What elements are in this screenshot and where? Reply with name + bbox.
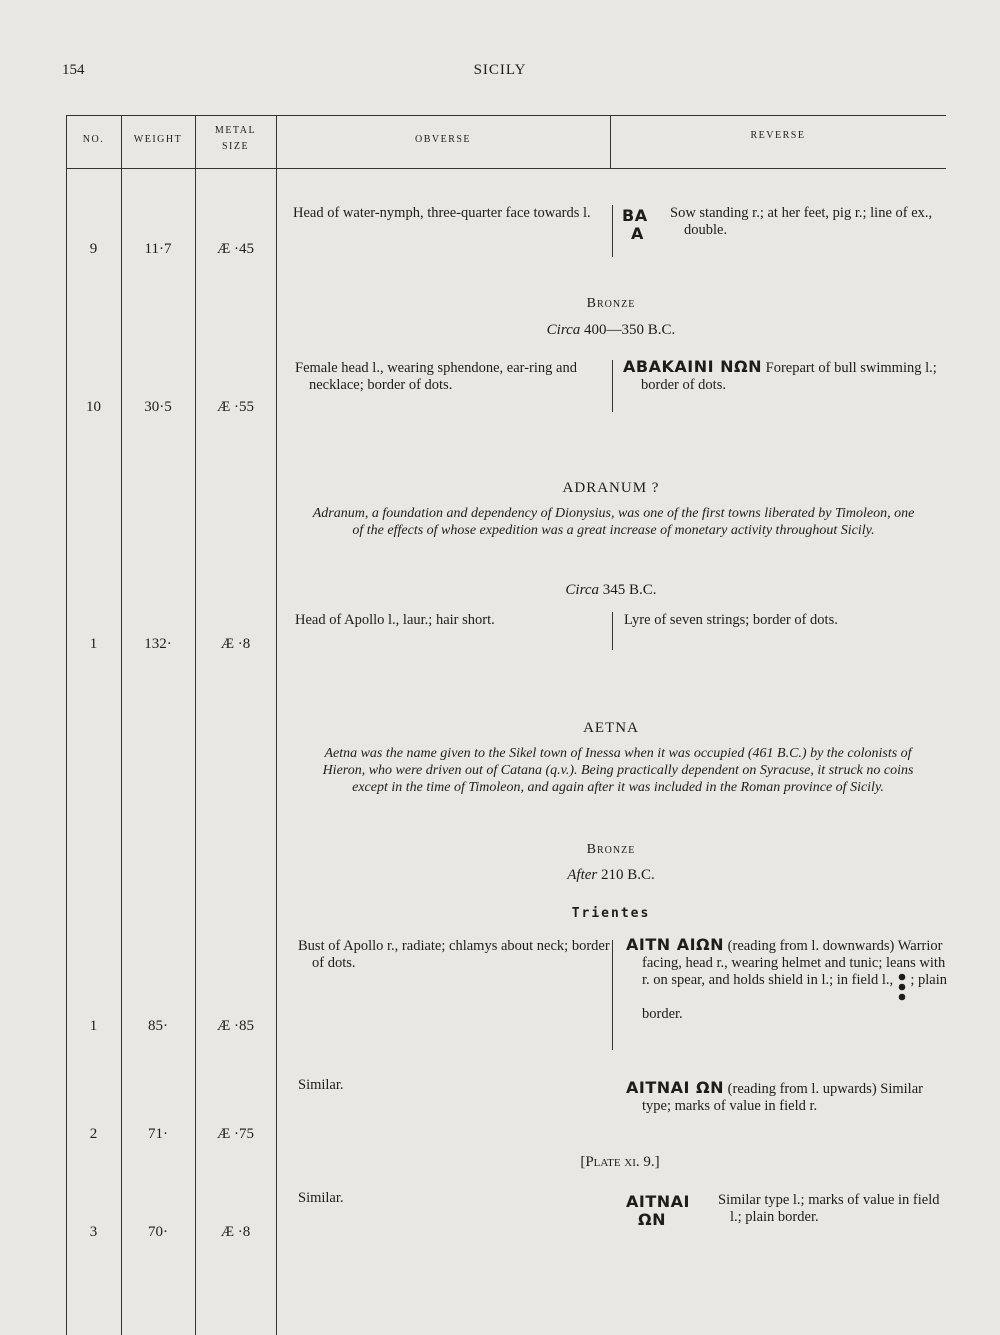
aetna-row-3-legend-a: AITNAI	[626, 1192, 690, 1211]
after-label: After	[567, 867, 598, 883]
adranum-row-1-no: 1	[89, 636, 98, 652]
aetna-row-3-metal: Æ ·8	[220, 1224, 251, 1240]
row-10-reverse-block	[623, 358, 956, 394]
aetna-row-3-obverse: Similar.	[298, 1190, 344, 1206]
after-date: 210 B.C.	[600, 867, 655, 883]
adranum-row-1-metal: Æ ·8	[220, 636, 251, 652]
adranum-row-1-reverse: Lyre of seven strings; border of dots.	[624, 612, 838, 628]
page-number: 154	[62, 62, 85, 78]
trientes-heading: Trientes	[571, 906, 651, 921]
table-top-rule	[66, 115, 946, 116]
aetna-row-3-legend-b: ΩN	[638, 1210, 666, 1229]
aetna-title: AETNA	[583, 720, 639, 736]
circa-line-2	[276, 582, 946, 599]
header-reverse: REVERSE	[750, 130, 806, 141]
header-weight: WEIGHT	[133, 134, 183, 145]
aetna-row-1-reverse-end: ; plain border.	[642, 972, 948, 1022]
row-9-reverse: Sow standing r.; at her feet, pig r.; line of ex., double.	[670, 205, 933, 238]
aetna-row-1-divider	[612, 940, 613, 1050]
aetna-row-1-reverse: (reading from l. downwards) Warrior facing, head r., wearing helmet and tunic; leans with r. on spear, and holds shield in l.; in field l.,	[642, 938, 946, 988]
aetna-row-3-weight: 70·	[148, 1224, 168, 1240]
circa-1-date: 400—350 B.C.	[584, 322, 676, 338]
circa-1-label: Circa	[546, 322, 581, 338]
aetna-row-2-reverse: (reading from l. upwards) Similar type; marks of value in field r.	[642, 1081, 923, 1114]
aetna-row-1-reverse-block	[626, 936, 954, 1023]
aetna-row-1-metal: Æ ·85	[216, 1018, 255, 1034]
value-marks-icon	[897, 972, 907, 1006]
header-obverse: OBVERSE	[414, 134, 472, 145]
aetna-row-2-obverse: Similar.	[298, 1077, 344, 1093]
row-9-legend-a: BA	[622, 206, 648, 225]
header-metal: METAL	[214, 125, 257, 136]
column-rule-left	[66, 115, 67, 1335]
adranum-text: Adranum, a foundation and dependency of Dionysius, was one of the first towns liberated by Timoleon, one of the effects of whose expedition was a great increase of monetary activity throughout Sicily.	[312, 506, 915, 538]
aetna-row-3-no: 3	[89, 1224, 98, 1240]
row-9-weight: 11·7	[144, 241, 172, 257]
adranum-title: ADRANUM ?	[562, 480, 660, 496]
adranum-row-1-obverse: Head of Apollo l., laur.; hair short.	[295, 612, 495, 628]
aetna-row-2-reverse-block	[626, 1079, 954, 1115]
row-9-no: 9	[89, 241, 98, 257]
aetna-row-2-legend: AITNAI ΩN	[626, 1078, 725, 1097]
after-line	[276, 867, 946, 884]
column-rule-weight	[195, 115, 196, 1335]
row-10-no: 10	[86, 399, 101, 415]
aetna-row-1-no: 1	[89, 1018, 98, 1034]
aetna-text: Aetna was the name given to the Sikel town of Inessa when it was occupied (461 B.C.) by the colonists of Hieron, who were driven out of Catana (q.v.). Being practically dependent on Syracuse, it struck no coins except in the time of Timoleon, and again after it was included in the Roman province of Sicily.	[322, 746, 914, 795]
adranum-row-1-divider	[612, 612, 613, 650]
aetna-row-1-obverse: Bust of Apollo r., radiate; chlamys about neck; border of dots.	[298, 938, 610, 971]
table-header-rule	[66, 168, 946, 169]
aetna-row-1-legend: AITN AIΩN	[626, 935, 725, 954]
row-10-obverse: Female head l., wearing sphendone, ear-ring and necklace; border of dots.	[295, 360, 577, 393]
aetna-row-3-reverse: Similar type l.; marks of value in field l.; plain border.	[718, 1192, 940, 1225]
circa-2-date: 345 B.C.	[602, 582, 657, 598]
header-no: NO.	[82, 134, 105, 145]
column-rule-no	[121, 115, 122, 1335]
row-10-reverse: Forepart of bull swimming l.; border of dots.	[641, 360, 937, 393]
column-rule-obverse	[610, 115, 611, 168]
aetna-row-1-weight: 85·	[148, 1018, 168, 1034]
row-10-divider	[612, 360, 613, 412]
aetna-row-2-metal: Æ ·75	[216, 1126, 255, 1142]
row-9-metal: Æ ·45	[216, 241, 255, 257]
adranum-row-1-weight: 132·	[144, 636, 172, 652]
row-10-weight: 30·5	[144, 399, 172, 415]
row-9-legend-b: A	[631, 224, 644, 243]
section-heading-bronze-2: Bronze	[586, 842, 636, 857]
row-9-obverse: Head of water-nymph, three-quarter face towards l.	[293, 205, 591, 221]
circa-line-1	[276, 322, 946, 339]
running-title: SICILY	[473, 62, 527, 78]
section-heading-bronze-1: Bronze	[586, 296, 636, 311]
plate-reference: [Plate xi. 9.]	[580, 1154, 660, 1170]
row-10-legend: ABAKAINI NΩN	[623, 357, 762, 376]
row-9-divider	[612, 205, 613, 257]
aetna-row-2-no: 2	[89, 1126, 98, 1142]
header-size: SIZE	[221, 141, 250, 152]
row-10-metal: Æ ·55	[216, 399, 255, 415]
circa-2-label: Circa	[565, 582, 600, 598]
aetna-row-2-weight: 71·	[148, 1126, 168, 1142]
